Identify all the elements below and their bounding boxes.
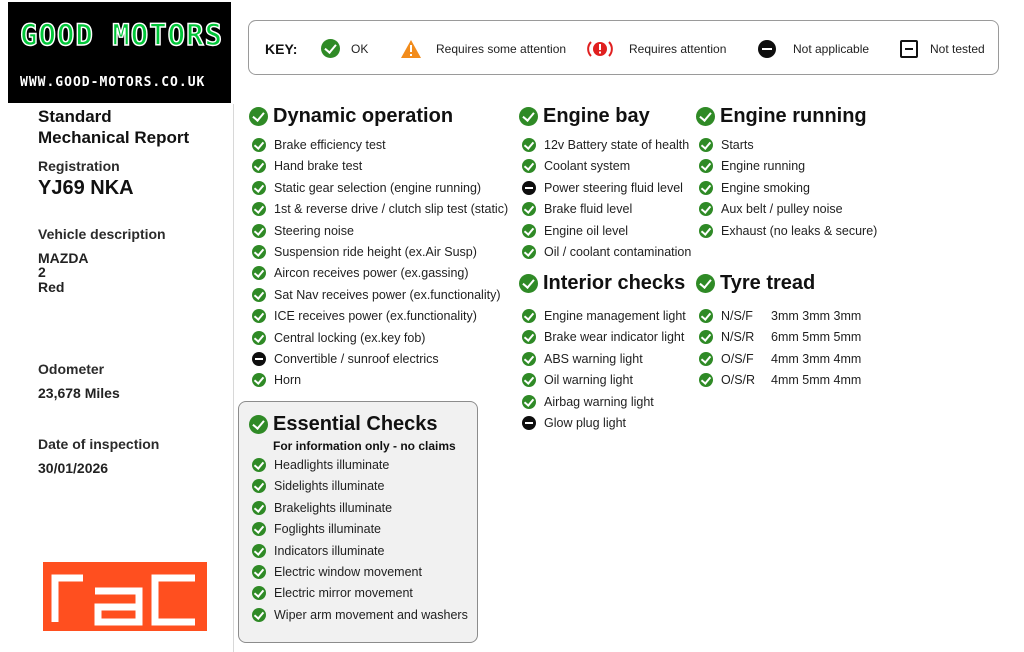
check-circle-icon bbox=[321, 39, 340, 58]
check-item-label: Oil warning light bbox=[544, 373, 633, 388]
logo-title: GOOD MOTORS bbox=[20, 18, 224, 52]
check-item bbox=[522, 158, 630, 174]
check-item bbox=[522, 372, 633, 388]
check-circle-icon bbox=[522, 202, 536, 216]
tyre-row bbox=[699, 308, 861, 324]
check-circle-icon bbox=[519, 274, 538, 293]
check-item bbox=[252, 330, 425, 346]
check-item-label: Electric mirror movement bbox=[274, 586, 413, 601]
check-circle-icon bbox=[519, 107, 538, 126]
key-title: KEY: bbox=[265, 40, 298, 57]
check-circle-icon bbox=[252, 544, 266, 558]
minus-circle-icon bbox=[758, 40, 776, 58]
check-item bbox=[522, 329, 684, 345]
tyre-tread-depths: 6mm 5mm 5mm bbox=[771, 330, 862, 345]
check-item-label: ABS warning light bbox=[544, 351, 643, 366]
check-item-label: ICE receives power (ex.functionality) bbox=[274, 309, 477, 324]
check-circle-icon bbox=[699, 159, 713, 173]
check-circle-icon bbox=[252, 224, 266, 238]
check-item-label: Coolant system bbox=[544, 159, 631, 174]
check-item bbox=[252, 308, 477, 324]
check-item-label: Indicators illuminate bbox=[274, 543, 385, 558]
check-item-label: Engine oil level bbox=[544, 223, 629, 238]
check-item-label: Aircon receives power (ex.gassing) bbox=[274, 266, 469, 281]
good-motors-logo bbox=[8, 2, 231, 103]
rac-logo bbox=[43, 562, 207, 631]
section-title-text: Tyre tread bbox=[720, 272, 816, 294]
section-title-text: Engine running bbox=[720, 105, 867, 127]
check-item bbox=[699, 223, 877, 239]
inspection-date-value: 30/01/2026 bbox=[38, 460, 109, 476]
check-circle-icon bbox=[252, 373, 266, 387]
check-item bbox=[522, 308, 686, 324]
inspection-date-label: Date of inspection bbox=[38, 436, 160, 452]
check-circle-icon bbox=[522, 138, 536, 152]
column-divider bbox=[233, 104, 234, 652]
check-circle-icon bbox=[252, 288, 266, 302]
minus-square-icon bbox=[900, 40, 918, 58]
check-item bbox=[252, 500, 392, 516]
tyre-row bbox=[699, 351, 861, 367]
section-title-dynamic bbox=[249, 105, 453, 128]
check-item-label: 1st & reverse drive / clutch slip test (static) bbox=[274, 202, 509, 217]
check-circle-icon bbox=[252, 501, 266, 515]
alert-brake-icon bbox=[587, 39, 613, 59]
check-circle-icon bbox=[252, 266, 266, 280]
report-title-line1: Standard bbox=[38, 107, 112, 126]
logo-url: WWW.GOOD-MOTORS.CO.UK bbox=[20, 75, 206, 90]
check-circle-icon bbox=[252, 331, 266, 345]
check-circle-icon bbox=[252, 565, 266, 579]
check-circle-icon bbox=[252, 479, 266, 493]
check-item-label: Static gear selection (engine running) bbox=[274, 180, 482, 195]
section-title-engine-bay bbox=[519, 105, 650, 128]
check-circle-icon bbox=[522, 330, 536, 344]
check-circle-icon bbox=[522, 352, 536, 366]
section-title-engine-running bbox=[696, 105, 867, 128]
check-item bbox=[252, 478, 384, 494]
check-item bbox=[522, 244, 691, 260]
check-item-label: Hand brake test bbox=[274, 159, 363, 174]
minus-circle-icon bbox=[252, 352, 266, 366]
tyre-tread-depths: 4mm 3mm 4mm bbox=[771, 351, 862, 366]
check-item-label: Exhaust (no leaks & secure) bbox=[721, 223, 878, 238]
vehicle-make: MAZDA bbox=[38, 250, 89, 266]
check-circle-icon bbox=[699, 373, 713, 387]
check-circle-icon bbox=[699, 330, 713, 344]
key-ok: OK bbox=[321, 21, 368, 76]
check-item bbox=[252, 223, 354, 239]
check-circle-icon bbox=[699, 309, 713, 323]
check-item bbox=[699, 180, 810, 196]
tyre-position: N/S/F bbox=[721, 309, 753, 323]
check-item-label: Starts bbox=[721, 138, 754, 152]
check-circle-icon bbox=[522, 309, 536, 323]
check-item-label: Foglights illuminate bbox=[274, 522, 381, 537]
check-item-label: Suspension ride height (ex.Air Susp) bbox=[274, 245, 477, 259]
vehicle-description-label: Vehicle description bbox=[38, 226, 166, 242]
check-item-label: Sat Nav receives power (ex.functionality) bbox=[274, 287, 501, 302]
check-item bbox=[252, 564, 422, 580]
check-item-label: Sidelights illuminate bbox=[274, 479, 385, 494]
check-circle-icon bbox=[252, 202, 266, 216]
check-item bbox=[252, 287, 500, 303]
check-item-label: Headlights illuminate bbox=[274, 458, 390, 472]
check-circle-icon bbox=[522, 373, 536, 387]
check-circle-icon bbox=[522, 245, 536, 259]
check-item-label: Brakelights illuminate bbox=[274, 500, 393, 515]
registration-value: YJ69 NKA bbox=[38, 177, 134, 199]
check-circle-icon bbox=[252, 608, 266, 622]
check-circle-icon bbox=[249, 415, 268, 434]
vehicle-model: 2 bbox=[38, 264, 46, 280]
vehicle-colour: Red bbox=[38, 279, 65, 295]
tyre-tread-depths: 3mm 3mm 3mm bbox=[771, 309, 862, 323]
check-item-label: Airbag warning light bbox=[544, 394, 654, 409]
check-item-label: Steering noise bbox=[274, 223, 354, 238]
odometer-value: 23,678 Miles bbox=[38, 385, 120, 401]
minus-circle-icon bbox=[522, 416, 536, 430]
check-item bbox=[252, 265, 469, 281]
check-circle-icon bbox=[252, 245, 266, 259]
tyre-position: O/S/F bbox=[721, 351, 754, 366]
check-circle-icon bbox=[252, 309, 266, 323]
check-item bbox=[252, 351, 439, 367]
check-item bbox=[252, 457, 389, 473]
section-title-text: Interior checks bbox=[543, 272, 686, 294]
check-item bbox=[522, 394, 654, 410]
section-title-interior bbox=[519, 272, 685, 295]
check-item bbox=[522, 137, 689, 153]
check-item-label: Oil / coolant contamination bbox=[544, 245, 692, 259]
check-item-label: Wiper arm movement and washers bbox=[274, 607, 468, 622]
check-item-label: Power steering fluid level bbox=[544, 180, 683, 195]
check-circle-icon bbox=[252, 181, 266, 195]
check-circle-icon bbox=[522, 395, 536, 409]
check-circle-icon bbox=[252, 586, 266, 600]
odometer-label: Odometer bbox=[38, 361, 105, 377]
check-item-label: Brake efficiency test bbox=[274, 138, 386, 152]
check-item bbox=[252, 607, 468, 623]
check-item bbox=[252, 137, 386, 153]
essential-checks-note: For information only - no claims bbox=[273, 439, 456, 453]
check-item bbox=[252, 158, 362, 174]
check-item-label: Electric window movement bbox=[274, 565, 422, 579]
check-item bbox=[522, 415, 626, 431]
check-item-label: Aux belt / pulley noise bbox=[721, 202, 843, 217]
tyre-tread-depths: 4mm 5mm 4mm bbox=[771, 373, 862, 388]
check-item-label: Brake fluid level bbox=[544, 202, 633, 217]
key-not-tested: Not tested bbox=[900, 21, 985, 76]
check-item-label: Horn bbox=[274, 373, 302, 388]
check-item bbox=[699, 158, 805, 174]
check-circle-icon bbox=[252, 522, 266, 536]
check-item-label: Glow plug light bbox=[544, 416, 626, 430]
check-item bbox=[252, 543, 384, 559]
check-circle-icon bbox=[252, 458, 266, 472]
check-circle-icon bbox=[252, 159, 266, 173]
check-item bbox=[252, 585, 413, 601]
section-title-text: Engine bay bbox=[543, 105, 650, 127]
check-item bbox=[522, 223, 628, 239]
check-item-label: Central locking (ex.key fob) bbox=[274, 330, 426, 345]
check-circle-icon bbox=[696, 107, 715, 126]
check-circle-icon bbox=[699, 352, 713, 366]
check-item bbox=[699, 201, 843, 217]
check-circle-icon bbox=[699, 224, 713, 238]
status-key bbox=[248, 20, 999, 75]
check-circle-icon bbox=[252, 138, 266, 152]
rac-logo-mark bbox=[43, 562, 207, 631]
check-item-label: Convertible / sunroof electrics bbox=[274, 352, 439, 366]
check-item bbox=[699, 137, 754, 153]
key-some-attention: Requires some attention bbox=[400, 21, 566, 76]
check-item-label: Engine smoking bbox=[721, 180, 810, 195]
section-title-essential bbox=[249, 413, 438, 436]
check-item bbox=[252, 521, 381, 537]
check-circle-icon bbox=[699, 138, 713, 152]
check-circle-icon bbox=[699, 181, 713, 195]
check-item bbox=[252, 244, 477, 260]
tyre-row bbox=[699, 329, 861, 345]
check-item-label: Brake wear indicator light bbox=[544, 330, 685, 345]
check-circle-icon bbox=[522, 224, 536, 238]
section-title-text: Dynamic operation bbox=[273, 105, 454, 127]
check-item-label: Engine management light bbox=[544, 309, 686, 323]
check-item-label: 12v Battery state of health bbox=[544, 138, 690, 152]
tyre-position: N/S/R bbox=[721, 330, 755, 345]
key-not-applicable: Not applicable bbox=[758, 21, 869, 76]
check-item bbox=[252, 180, 481, 196]
check-circle-icon bbox=[249, 107, 268, 126]
check-circle-icon bbox=[699, 202, 713, 216]
check-item bbox=[522, 351, 643, 367]
section-title-text: Essential Checks bbox=[273, 413, 438, 435]
minus-circle-icon bbox=[522, 181, 536, 195]
tyre-position: O/S/R bbox=[721, 373, 756, 388]
key-requires-attention: Requires attention bbox=[587, 21, 726, 76]
section-title-tyre bbox=[696, 272, 815, 295]
warning-triangle-icon bbox=[400, 39, 422, 59]
report-title-line2: Mechanical Report bbox=[38, 128, 190, 147]
check-item bbox=[522, 201, 632, 217]
check-circle-icon bbox=[696, 274, 715, 293]
check-item bbox=[522, 180, 683, 196]
check-item-label: Engine running bbox=[721, 159, 806, 174]
check-circle-icon bbox=[522, 159, 536, 173]
tyre-row bbox=[699, 372, 861, 388]
registration-label: Registration bbox=[38, 158, 120, 174]
check-item bbox=[252, 201, 508, 217]
check-item bbox=[252, 372, 301, 388]
